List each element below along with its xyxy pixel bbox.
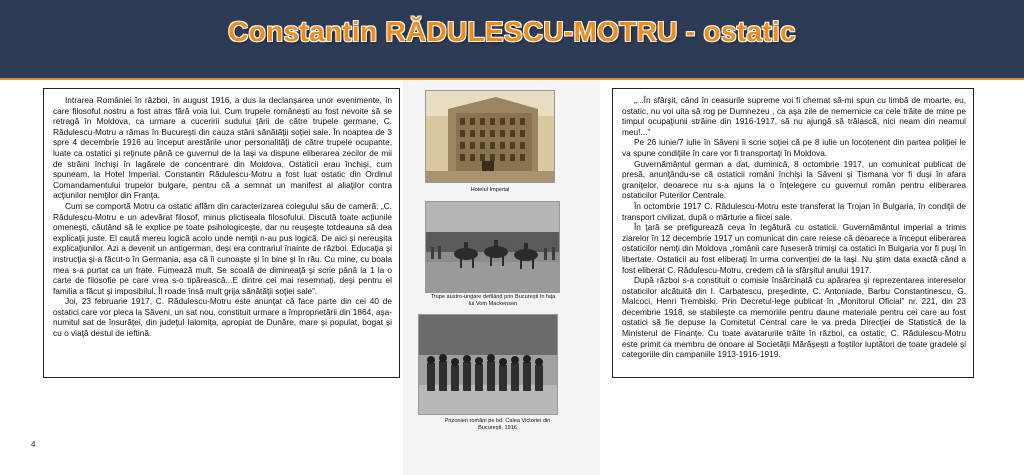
- prisoners-photo-illustration: [419, 315, 558, 415]
- paragraph: Guvernământul german a dat, duminică, 8 octombrie 1917, un comunicat publicat de presă, anunţându-se că ostaticii români închişi la Săveni şi Tismana vor fi duşi în afara graniţelor, deoarece nu s-a ajuns la o înţelegere cu guvernul român pentru eliberarea ostaticilor Puterilor Centrale.: [622, 158, 966, 201]
- paragraph: Intrarea României în război, în august 1916, a dus la declanşarea unor evenimente, în care filosoful nostru a fost atras fără voia lui. Cum trupele româneşti au fost nevoite să se retragă în Moldova, ca urmare a cuceririi sudului ţării de către trupele germane, C. Rădulescu-Motru a rămas în Bucureşti din cauza stării sănătăţii soţiei sale. În noaptea de 3 spre 4 decembrie 1916 au început arestările unor personalităţi de către trupele ocupante, luate ca ostatici şi reţinute până ce guvernul de la Iaşi va dispune eliberarea zecilor de mii de străini închişi în lagărele de concentrare din Moldova. Ostaticii erau închişi, cum spuneam, la Hotel Imperial. Constantin Rădulescu-Motru a fost luat ostatic din Ordinul Comandamentului trupelor bulgare, pentru că a semnat un manifest al aliaţilor contra acţiunilor nemţilor din Franţa.: [53, 95, 392, 201]
- paragraph: Pe 26 iunie/7 iulie în Săveni îi scrie soţiei că pe 8 iulie un locotenent din partea poliţiei le va spune condiţiile în care vor fi transportaţi în Moldova.: [622, 137, 966, 158]
- paragraph: În ţară se prefigurează ceva în legătură cu ostaticii. Guvernământul imperial a trimis ziarelor în 12 decembrie 1917 un comunicat din care reiese că deoarece a început eliberarea ostaticilor nemţi din Moldova „românii care fuseseră trimişi ca ostatici în Bulgaria vor fi puşi în libertate. Ostaticii au fost eliberaţi în urma convenţiei de la Iaşi. Nu ştim data exactă când a fost eliberat C. Rădulescu-Motru, credem că la sfârşitul anului 1917.: [622, 222, 966, 275]
- paragraph: Cum se comportă Motru ca ostatic aflăm din caracterizarea colegului său de cameră: „C. Rădulescu-Motru e un adevărat filosof, minus plictiseala filosofului. Discută toate acţiunile omeneşti, căutând să le explice pe toate psihologiceşte, dar nu reuşeşte totdeauna să dea explicaţii juste. El caută mereu logică acolo unde nemţii n-au pus logică. De aici şi nereuşita explicaţiunilor. Azi a devenit un antigerman, deşi era contrariul înainte de război. Educaţia şi instrucţia şi-a făcut-o în Germania, aşa că îi cunoaşte şi în bine şi în rău. Cu mine, cu boala mea s-a purtat ca un frate. Fumează mult. Se scoală de dimineaţă şi scrie până la 1 la o carte de filosofie pe care vrea s-o tipărească...E dintre cei mai resemnaţi, deşi pentru el familia a făcut şi imposibilul. Îl roade însă mult grija sănătăţii soţiei sale”.: [53, 200, 392, 296]
- right-text-box: [612, 88, 974, 378]
- paragraph: După război s-a constituit o comisie însărcinată cu apărarea şi reprezentarea intereselor ostaticilor alcătuită din I. Carbatescu, preşedinte, C. Antoniade, Barbu Constantinescu, G. Malcoci, Henri Trembiski. Prin Decretul-lege publicat în „Monitorul Oficial” nr. 221, din 23 decembrie 1918, se stabileşte ca memoriile pentru daune materiale pentru cei care au fost ostatici să fie depuse la Comitetul Central care le va preda Direcţiei de Statistică de la Ministerul de Finanţe. Cu toate avatarurile trăite în război, ca ostatic, C. Rădulescu-Motru este primit ca membru de onoare al Societăţii Mărăşeşti a foştilor luptători de toate gradele şi categoriile din campaniile 1913-1916-1919.: [622, 275, 966, 360]
- photo-caption: Prizonieri români pe bd. Calea Victoriei din Bucureşti, 1916: [444, 418, 551, 431]
- photo-caption: Hotelul Imperial: [470, 187, 510, 193]
- left-text-box: [43, 88, 400, 378]
- paragraph: În octombrie 1917 C. Rădulescu-Motru este transferat la Trojan în Bulgaria, în condiţii de transport civilizat, după o mărturie a fiicei sale.: [622, 200, 966, 222]
- photo-caption: Trupe austro-ungare defilând prin Bucureşti în faţa lui Vom Mackensen: [430, 294, 556, 307]
- parade-photo: [425, 201, 560, 293]
- hotel-photo: [425, 90, 555, 183]
- parade-photo-illustration: [426, 202, 560, 293]
- page-title: Constantin RĂDULESCU-MOTRU - ostatic: [228, 16, 796, 47]
- prisoners-photo: [418, 314, 558, 415]
- page-number: 4: [31, 440, 36, 449]
- hotel-photo-illustration: [426, 91, 555, 183]
- paragraph: Joi, 23 februarie 1917, C. Rădulescu-Motru este anunţat că face parte din cei 40 de ostatici care vor pleca la Săveni, un sat nou, constituit urmare a împroprietării din 1864, aşa-numitul sat de însurăţei, din judeţul Ialomiţa, apropiat de Dunăre, mare şi populat, bogat şi cu o viaţă destul de ieftină.: [53, 296, 392, 339]
- paragraph: „...În sfârşit, când în ceasurile supreme voi fi chemat să-mi spun cu limbă de moarte, eu, ostatic, nu voi uita să rog pe Dumnezeu , ca aşa zile de nemernicie ca cele trăite de mine pe timpul ocupaţiunii străine din 1916-1917, să nu ajungă să trăiască, nici neam din neamul meu!...”: [622, 95, 966, 137]
